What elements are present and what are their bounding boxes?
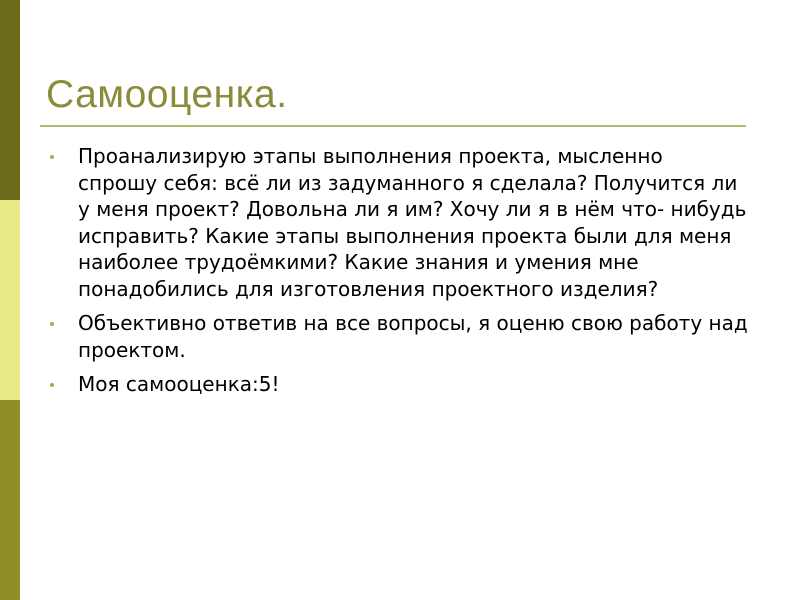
- slide-title: Самооценка.: [46, 73, 288, 116]
- bullet-item: [48, 310, 748, 363]
- side-bar-segment-dark: [0, 0, 20, 200]
- bullet-dot-icon: [50, 322, 54, 326]
- bullet-dot-icon: [50, 383, 54, 387]
- bullet-item: [48, 143, 748, 302]
- side-decoration-bar: [0, 0, 20, 600]
- title-underline-rule: [40, 125, 746, 127]
- bullet-text: Моя самооценка:5!: [78, 372, 280, 396]
- bullet-dot-icon: [50, 155, 54, 159]
- bullet-item: [48, 371, 748, 398]
- bullet-text: Проанализирую этапы выполнения проекта, мысленно спрошу себя: всё ли из задуманного я сделала? Получится ли у меня проект? Довольна ли я им? Хочу ли я в нём что- нибудь исправить? Какие этапы выполнения проекта были для меня наиболее трудоёмкими? Какие знания и умения мне понадобились для изготовления проектного изделия?: [78, 144, 747, 301]
- bullet-list: [48, 143, 748, 406]
- side-bar-segment-mid: [0, 400, 20, 600]
- side-bar-segment-light: [0, 200, 20, 400]
- bullet-text: Объективно ответив на все вопросы, я оценю свою работу над проектом.: [78, 311, 748, 362]
